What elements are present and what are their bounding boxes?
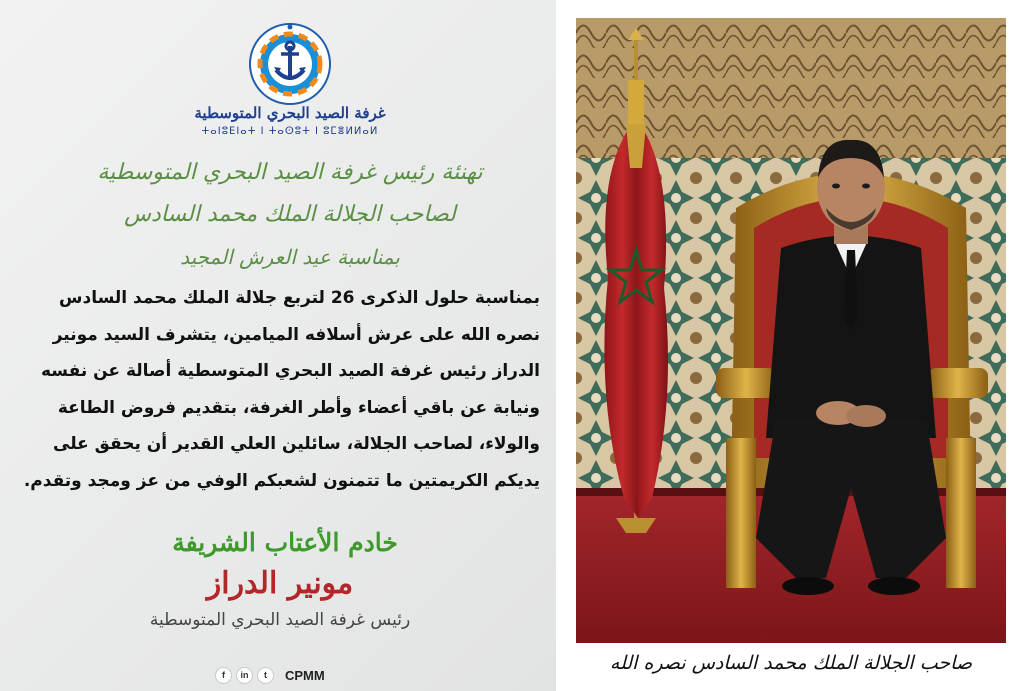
signoff-title: خادم الأعتاب الشريفة	[172, 528, 398, 557]
twitter-icon[interactable]: t	[258, 668, 273, 683]
facebook-icon[interactable]: f	[216, 668, 231, 683]
portrait-caption: صاحب الجلالة الملك محمد السادس نصره الله	[609, 652, 973, 674]
king-portrait	[576, 18, 1006, 643]
calligraphy-line-3: بمناسبة عيد العرش المجيد	[180, 245, 400, 269]
signer-title: رئيس غرفة الصيد البحري المتوسطية	[149, 610, 411, 630]
message-line: الدراز رئيس غرفة الصيد البحري المتوسطية أصالة عن نفسه	[40, 361, 540, 382]
signer-name: مونير الدراز	[206, 566, 354, 601]
message-line: بمناسبة حلول الذكرى 26 لتربع جلالة الملك محمد السادس	[59, 288, 540, 308]
organization-name-arabic: غرفة الصيد البحري المتوسطية	[194, 104, 386, 122]
calligraphy-heading	[90, 152, 490, 278]
organization-logo	[248, 22, 332, 106]
linkedin-icon[interactable]: in	[237, 668, 252, 683]
greeting-message	[20, 280, 540, 500]
calligraphy-line-2: لصاحب الجلالة الملك محمد السادس	[124, 202, 456, 227]
message-line: والولاء، لصاحب الجلالة، سائلين العلي القدير أن يحقق على	[53, 434, 540, 455]
message-line: ونيابة عن باقي أعضاء وأطر الغرفة، بتقديم فروض الطاعة	[57, 397, 540, 418]
social-handle: CPMM	[285, 667, 325, 683]
message-line: نصره الله على عرش أسلافه الميامين، يتشرف السيد مونير	[52, 324, 540, 345]
calligraphy-line-1: تهنئة رئيس غرفة الصيد البحري المتوسطية	[97, 160, 483, 185]
organization-name-tifinagh: ⵜⴰⵏⵓⴹⵏⴰⵜ ⵏ ⵜⴰⵙⵓⵜ ⵏ ⵓⵎⴻⵍⵍⴰⵍ	[201, 126, 379, 137]
social-links	[216, 664, 325, 686]
message-line: يديكم الكريمتين ما تتمنون لشعبكم الوفي من عز ومجد وتقدم.	[23, 470, 540, 491]
